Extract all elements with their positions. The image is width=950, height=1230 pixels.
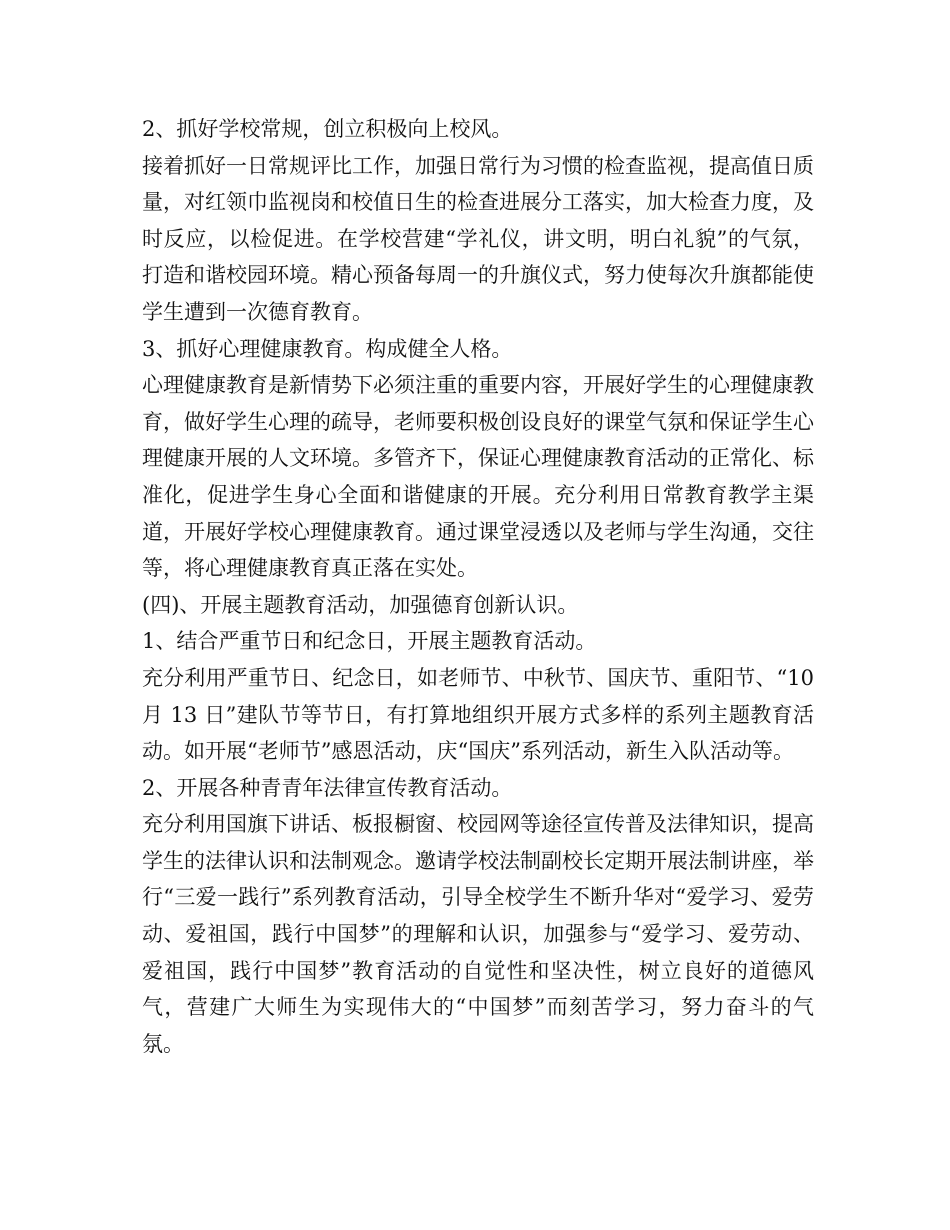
paragraph-festivals: 充分利用严重节日、纪念日，如老师节、中秋节、国庆节、重阳节、“10 月 13 日”建队节等节日，有打算地组织开展方式多样的系列主题教育活动。如开展“老师节”感恩活动，庆“国庆”系列活动，新生入队活动等。 bbox=[142, 665, 814, 764]
section-heading-mental-health: 3、抓好心理健康教育。构成健全人格。 bbox=[142, 336, 513, 361]
paragraph-daily-routine: 接着抓好一日常规评比工作，加强日常行为习惯的检查监视，提高值日质量，对红领巾监视岗和校值日生的检查进展分工落实，加大检查力度，及时反应，以检促进。在学校营建“学礼仪，讲文明，明白礼貌”的气氛，打造和谐校园环境。精心预备每周一的升旗仪式，努力使每次升旗都能使学生遭到一次德育教育。 bbox=[142, 153, 814, 324]
paragraph-mental-health: 心理健康教育是新情势下必须注重的重要内容，开展好学生的心理健康教育，做好学生心理的疏导，老师要积极创设良好的课堂气氛和保证学生心理健康开展的人文环境。多管齐下，保证心理健康教育活动的正常化、标准化，促进学生身心全面和谐健康的开展。充分利用日常教育教学主渠道，开展好学校心理健康教育。通过课堂浸透以及老师与学生沟通，交往等，将心理健康教育真正落在实处。 bbox=[142, 373, 814, 581]
paragraph-law-education: 充分利用国旗下讲话、板报橱窗、校园网等途径宣传普及法律知识，提高学生的法律认识和法制观念。邀请学校法制副校长定期开展法制讲座，举行“三爱一践行”系列教育活动，引导全校学生不断升华对“爱学习、爱劳动、爱祖国，践行中国梦”的理解和认识，加强参与“爱学习、爱劳动、爱祖国，践行中国梦”教育活动的自觉性和坚决性，树立良好的道德风气，营建广大师生为实现伟大的“中国梦”而刻苦学习，努力奋斗的气氛。 bbox=[142, 812, 814, 1056]
document-body bbox=[142, 111, 814, 1062]
section-heading-festivals: 1、结合严重节日和纪念日，开展主题教育活动。 bbox=[142, 629, 597, 654]
section-heading-school-routine: 2、抓好学校常规，创立积极向上校风。 bbox=[142, 117, 513, 141]
section-heading-law-education: 2、开展各种青青年法律宣传教育活动。 bbox=[142, 775, 513, 800]
section-heading-theme-activities: (四)、开展主题教育活动，加强德育创新认识。 bbox=[142, 592, 579, 617]
